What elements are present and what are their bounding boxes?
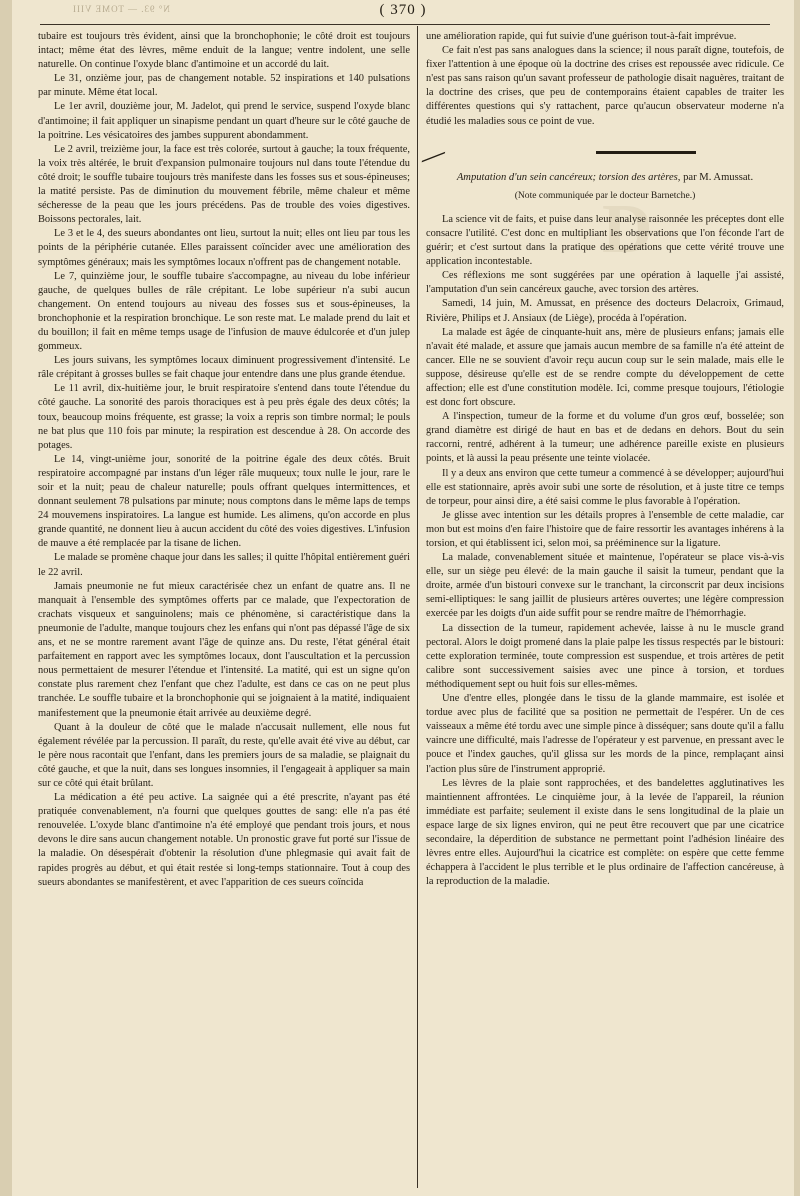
separator-slash — [422, 139, 449, 162]
left-paragraph: Le 11 avril, dix-huitième jour, le bruit respiratoire s'entend dans toute l'étendue du côté gauche. La sonorité des parois thoraciques est à peu près égale des deux côtés; la toux, beaucoup moins fréquente, est grasse; la voix a repris son timbre normal; le pouls ne bat plus que 110 fois par minute; la respiration est descendue à 28. On accorde des potages. — [38, 383, 410, 451]
left-paragraph: tubaire est toujours très évident, ainsi que la bronchophonie; le côté droit est toujours intact; même état des lèvres, même enduit de la langue; ventre indolent, une selle naturelle. On continue l'oxyde blanc d'antimoine et un accordé du lait. — [38, 31, 410, 71]
right-paragraph: La malade, convenablement située et maintenue, l'opérateur se place vis-à-vis elle, sur un siège peu élevé: de la main gauche il saisit la tumeur, pendant que la droite, armée d'un bistouri convexe sur le tranchant, la circonscrit par deux incisions semi-elliptiques: le sang jaillit de plusieurs artères ouvertes; une légère compression exercée par les doigts d'un aide suffit pour se rendre maître de l'hémorrhagie. — [426, 552, 784, 620]
bleed-through-ghost: D — [602, 191, 657, 268]
left-column — [38, 30, 410, 890]
right-paragraph: Je glisse avec intention sur les détails propres à l'ensemble de cette maladie, car mon but est moins d'en faire l'histoire que de faire ressortir les avantages inhérens à la torsion, et qui établissent ici, selon moi, sa prééminence sur la ligature. — [426, 509, 784, 549]
right-paragraph: Ces réflexions me sont suggérées par une opération à laquelle j'ai assisté, l'amputation d'un sein cancéreux gauche, avec torsion des artères. — [426, 270, 784, 296]
left-paragraph: Le 14, vingt-unième jour, sonorité de la poitrine égale des deux côtés. Bruit respiratoire accompagné par instans d'un léger râle muqueux; toux nulle le jour, rare le soir et la nuit; peau de chaleur naturelle; pouls offrant quelques intermittences, et donnant seulement 78 pulsations par minute; nous comptons dans le même laps de temps 24 mouvemens inspiratoires. La langue est humide. Les alimens, qu'on accorde en plus grande quantité, ne donnent lieu à aucun accident du côté des voies digestives. L'infusion de mauve a été remplacée par la tisane de lichen. — [38, 453, 410, 550]
left-paragraph: Jamais pneumonie ne fut mieux caractérisée chez un enfant de quatre ans. Il ne manquait à l'ensemble des symptômes offerts par ce malade, que l'expectoration de crachats visqueux et sanguinolens; mais ce phénomène, si caractéristique dans la pneumonie de l'adulte, manque toujours chez les enfans qui n'ont pas dépassé l'âge de six ans, et ne se montre rarement avant l'âge de quinze ans. Du reste, l'état général était parfaitement en rapport avec les symptômes locaux, dont l'auscultation et la percussion nous permettaient de mesurer l'étendue et l'intensité. La matité, qui est un signe qu'on constate plus rarement chez l'enfant que chez l'adulte, est dans ce cas on ne peut plus tranchée. Le souffle tubaire et la bronchophonie qui se joignaient à la matité, indiquaient manifestement que la pneumonie était arrivée au deuxième degré. — [38, 580, 410, 719]
left-paragraph: Le 3 et le 4, des sueurs abondantes ont lieu, surtout la nuit; elles ont lieu par tous les points de la périphérie cutanée. Elles paraissent coïncider avec une amélioration des symptômes généraux; mais les symptômes locaux n'offrent pas de changement notable. — [38, 228, 410, 268]
right-paragraph: A l'inspection, tumeur de la forme et du volume d'un gros œuf, bosselée; son grand diamètre est dirigé de haut en bas et de dedans en dehors. Bout du sein raccorni, rentré, adhérent à la tumeur; une adhérence pareille existe en plusieurs points, et là aussi la peau présente une teinte violacée. — [426, 411, 784, 465]
left-paragraph: Le 7, quinzième jour, le souffle tubaire s'accompagne, au niveau du lobe inférieur gauche, de quelques bulles de râle crépitant. Le lobe supérieur n'a subi aucun changement. On entend toujours au niveau des fosses sus et sous-épineuses, la bronchophonie et la respiration bronchique. Le son reste mat. Le malade prend du lait et du bouillon; il fait en même temps usage de l'infusion de mauve édulcorée et d'un julep gommeux. — [38, 270, 410, 353]
bleed-through-text: N° 93. — TOME VIII — [72, 4, 170, 14]
right-paragraph: Il y a deux ans environ que cette tumeur a commencé à se développer; aujourd'hui elle est stationnaire, après avoir subi une sorte de résolution, et à juste titre ce temps de torpeur, pour ainsi dire, a été saisi comme le plus favorable à l'opération. — [426, 467, 784, 507]
section-separator — [426, 143, 784, 161]
left-paragraph: Le 1er avril, douzième jour, M. Jadelot, qui prend le service, suspend l'oxyde blanc d'antimoine; il fait appliquer un sinapisme pendant un quart d'heure sur le côté gauche de la poitrine. Les vésicatoires des jambes suppurent abondamment. — [38, 101, 410, 141]
left-paragraph: Les jours suivans, les symptômes locaux diminuent progressivement d'intensité. Le râle crépitant à grosses bulles se fait chaque jour entendre dans une plus grande étendue. — [38, 355, 410, 381]
left-paragraph: Le 2 avril, treizième jour, la face est très colorée, surtout à gauche; la toux fréquente, la voix très altérée, le bruit d'expansion pulmonaire toujours nul dans toute l'étendue du côté droit; le souffle tubaire toujours très manifeste dans les fosses sus et sous-épineuses; la matité persiste. Pas de diminution du mouvement fébrile, même chaleur et même sécheresse de la peau que les jours précédens. Pas de trouble des voies digestives. Boissons pectorales, lait. — [38, 143, 410, 226]
column-divider — [417, 26, 418, 1188]
right-paragraph: La malade est âgée de cinquante-huit ans, mère de plusieurs enfans; jamais elle n'avait été malade, et assure que jamais aucun membre de sa famille n'a été atteint de cancer. Elle ne se souvient d'avoir reçu aucun coup sur le sein malade, mais elle le suppose, désireuse qu'elle est de se rendre compte du développement de cette affection; elle est d'une constitution modèle. Ici, comme presque toujours, l'étiologie est donc fort obscure. — [426, 326, 784, 409]
article-title — [426, 171, 784, 185]
right-paragraph: une amélioration rapide, qui fut suivie d'une guérison tout-à-fait imprévue. — [426, 31, 737, 42]
right-paragraph: Ce fait n'est pas sans analogues dans la science; il nous paraît digne, toutefois, de fixer l'attention à une époque où la doctrine des crises est repoussée avec ridicule. Ce n'est pas sans raison qu'un savant professeur de pathologie disait naguères, traitant de la doctrine des crises, que peu de contemporains étaient capables de traiter les différentes questions qui s'y rattachent, parce qu'aucun observateur moderne n'a étudié les maladies sous ce point de vue. — [426, 45, 784, 127]
article-note: (Note communiquée par le docteur Barnetche.) — [514, 189, 696, 201]
right-paragraph: Samedi, 14 juin, M. Amussat, en présence des docteurs Delacroix, Grimaud, Rivière, Philips et J. Ansiaux (de Liège), procéda à l'opération. — [426, 298, 784, 324]
article-title-text: Amputation d'un sein cancéreux; torsion des artères, — [456, 171, 681, 183]
right-paragraph: La dissection de la tumeur, rapidement achevée, laisse à nu le muscle grand pectoral. Alors le doigt promené dans la plaie palpe les tissus respectés par le bistouri: cette exploration terminée, toute compression est suspendue, et trois artères de petit calibre sont successivement saisies avec une pince à torsion, et tordues méthodiquement sept ou huit fois sur elles-mêmes. — [426, 622, 784, 690]
right-paragraph: Une d'entre elles, plongée dans le tissu de la glande mammaire, est isolée et tordue avec plus de facilité que sa position ne permettait de l'espérer. Un de ces vaisseaux a même été tordu avec une simple pince à disséquer; sans doute qu'il a fallu vaincre une difficulté, mais l'adresse de l'opérateur y est parvenue, en pressant avec le pouce et l'index gauches, qu'il glissa sur les mords de la pince, remplaçant ainsi l'action plus sûre de l'instrument approprié. — [426, 693, 784, 775]
header-rule — [40, 24, 770, 25]
right-column — [426, 30, 784, 889]
left-paragraph: Quant à la douleur de côté que le malade n'accusait nullement, elle nous fut également révélée par la percussion. Il paraît, du reste, qu'elle avait été vive au début, car le père nous racontait que l'enfant, dans les premiers jours de sa maladie, se plaignait du côté gauche, et que la nuit, dans ses longues insomnies, il l'engageait à appliquer sa main sur ce côté qui était brûlant. — [38, 721, 410, 789]
right-paragraph: Les lèvres de la plaie sont rapprochées, et des bandelettes agglutinatives les maintiennent affrontées. Le cinquième jour, à la levée de l'appareil, la réunion immédiate est parfaite; seulement il existe dans le sens longitudinal de la plaie un espace large de six lignes environ, qui ne peut être recouvert que par une cicatrice secondaire, la déperdition de substance ne permettant point l'adhésion linéaire des lèvres entre elles. Aujourd'hui la cicatrice est complète: on espère que cette femme échappera à l'accident le plus terrible et le plus ordinaire de l'affection cancéreuse, à la reproduction de la maladie. — [426, 777, 784, 888]
page-number: ( 370 ) — [379, 2, 427, 18]
left-paragraph: La médication a été peu active. La saignée qui a été prescrite, n'ayant pas été pratiquée convenablement, n'a fourni que quelques gouttes de sang: elle n'a pas été renouvelée. L'oxyde blanc d'antimoine n'a été employé que pendant trois jours, et nous devons le dire sans aucun changement notable. Un pronostic grave fut porté sur l'issue de la maladie. On désespérait d'obtenir la résolution d'une phlegmasie qui avait fait de rapides progrès au début, et qui était restée si long-temps stationnaire. Tout à coup des sueurs abondantes se manifestèrent, et avec l'apparition de ces sueurs coïncida — [38, 792, 410, 888]
right-paragraph: La science vit de faits, et puise dans leur analyse raisonnée les préceptes dont elle consacre l'utilité. C'est donc en multipliant les observations que l'on féconde l'art de guérir; et c'est surtout dans la pratique des opérations que cette vérité trouve une application incontestable. — [426, 213, 784, 268]
article-author: par M. Amussat. — [683, 171, 754, 183]
left-paragraph: Le 31, onzième jour, pas de changement notable. 52 inspirations et 140 pulsations par minute. Même état local. — [38, 73, 410, 99]
left-paragraph: Le malade se promène chaque jour dans les salles; il quitte l'hôpital entièrement guéri le 22 avril. — [38, 552, 410, 578]
separator-rule — [596, 151, 696, 154]
